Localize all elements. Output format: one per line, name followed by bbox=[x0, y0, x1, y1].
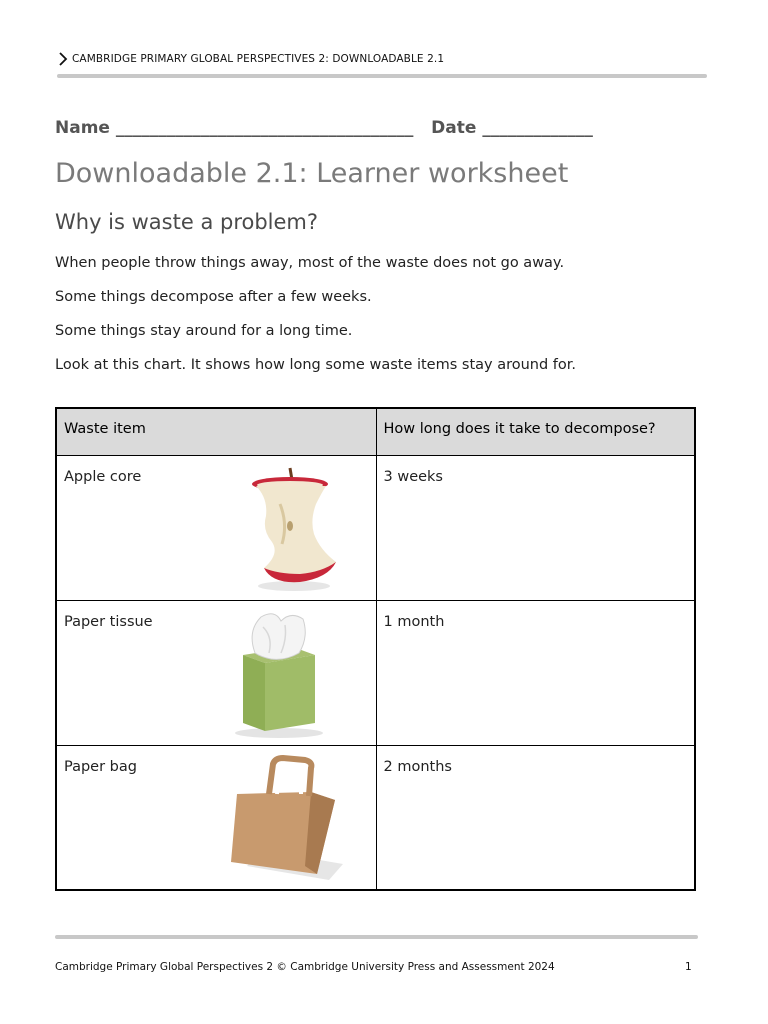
paragraph: Some things stay around for a long time. bbox=[55, 323, 353, 339]
decompose-time-cell: 3 weeks bbox=[376, 455, 695, 600]
paragraph: Some things decompose after a few weeks. bbox=[55, 289, 372, 305]
footer-divider bbox=[55, 935, 698, 939]
column-header-time: How long does it take to decompose? bbox=[376, 408, 695, 455]
table-header-row bbox=[56, 408, 695, 455]
waste-item-cell bbox=[56, 455, 376, 600]
date-line[interactable]: _____________ bbox=[482, 118, 593, 138]
paragraph: Look at this chart. It shows how long some waste items stay around for. bbox=[55, 357, 577, 373]
table-row bbox=[56, 600, 695, 745]
section-heading: Why is waste a problem? bbox=[55, 210, 319, 234]
table-row bbox=[56, 455, 695, 600]
chevron-right-icon bbox=[58, 52, 68, 66]
waste-item-label: Apple core bbox=[64, 468, 142, 485]
tissue-box-icon bbox=[225, 607, 325, 739]
waste-item-cell bbox=[56, 745, 376, 890]
waste-table bbox=[55, 407, 696, 891]
header-divider bbox=[57, 74, 707, 78]
waste-item-label: Paper bag bbox=[64, 758, 137, 775]
date-label: Date bbox=[431, 118, 477, 138]
decompose-time-cell: 1 month bbox=[376, 600, 695, 745]
column-header-item: Waste item bbox=[56, 408, 376, 455]
table-row bbox=[56, 745, 695, 890]
footer-copyright: Cambridge Primary Global Perspectives 2 © Cambridge University Press and Assessment 2024 bbox=[55, 961, 555, 973]
waste-item-label: Paper tissue bbox=[64, 613, 153, 630]
page-number: 1 bbox=[685, 961, 692, 973]
running-header bbox=[58, 52, 444, 66]
name-date-row bbox=[55, 118, 593, 138]
running-title: CAMBRIDGE PRIMARY GLOBAL PERSPECTIVES 2: DOWNLOADABLE 2.1 bbox=[72, 53, 445, 65]
page-title: Downloadable 2.1: Learner worksheet bbox=[55, 158, 569, 189]
apple-core-icon bbox=[242, 464, 342, 594]
paragraph: When people throw things away, most of the waste does not go away. bbox=[55, 255, 565, 271]
name-label: Name bbox=[55, 118, 110, 138]
waste-item-cell bbox=[56, 600, 376, 745]
paper-bag-icon bbox=[217, 754, 347, 884]
decompose-time-cell: 2 months bbox=[376, 745, 695, 890]
name-line[interactable]: ___________________________________ bbox=[115, 118, 414, 138]
